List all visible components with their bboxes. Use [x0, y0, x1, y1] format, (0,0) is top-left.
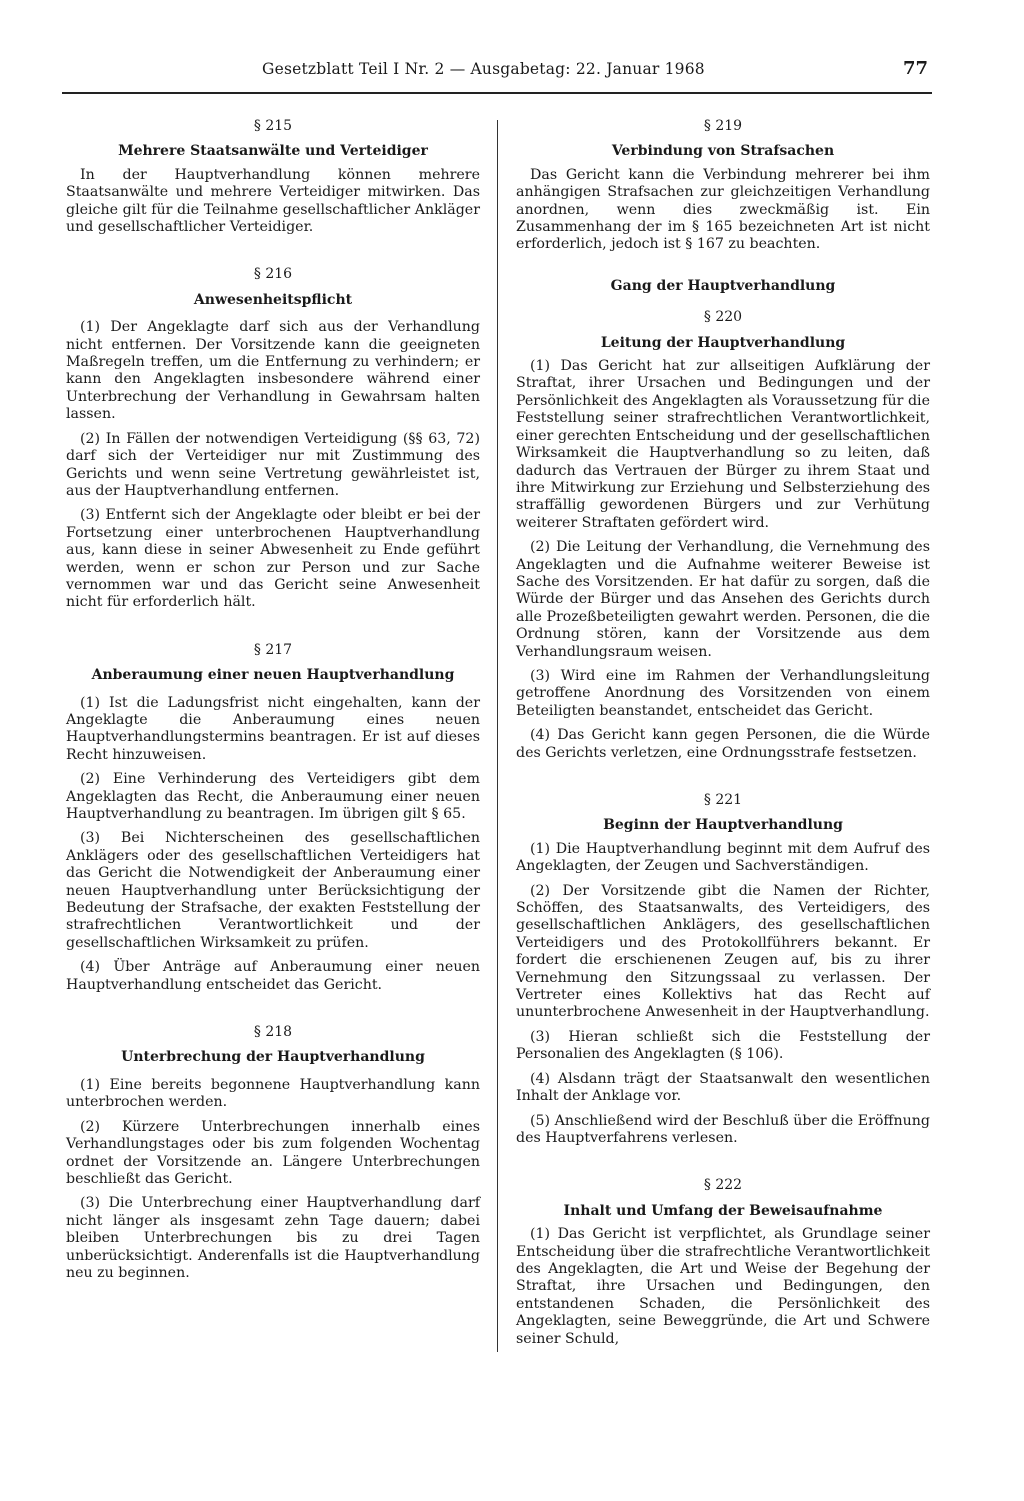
section-number: § 215 — [253, 118, 293, 134]
paragraph: (3) Hieran schließt sich die Feststellung der Personalien des Angeklagten (§ 106). — [516, 1028, 930, 1063]
paragraph: Das Gericht kann die Verbindung mehrerer bei ihm anhängigen Strafsachen zur gleichzeitigen Verhandlung anordnen, wenn dies zweckmäßig ist. Ein Zusammenhang der im § 165 bezeichneten Art ist nicht erforderlich, jedoch ist § 167 zu beachten. — [516, 166, 930, 253]
header-title: Gesetzblatt Teil I Nr. 2 — Ausgabetag: 22. Januar 1968 — [262, 60, 705, 78]
paragraph: (4) Das Gericht kann gegen Personen, die die Würde des Gerichts verletzen, eine Ordnungsstrafe festsetzen. — [516, 727, 930, 761]
paragraph: (1) Ist die Ladungsfrist nicht eingehalten, kann der Angeklagte die Anberaumung eines neuen Hauptverhandlungstermins beantragen. Er ist auf dieses Recht hinzuweisen. — [66, 694, 480, 763]
paragraph: (3) Wird eine im Rahmen der Verhandlungsleitung getroffene Anordnung des Vorsitzenden von einem Beteiligten beanstandet, entscheidet das Gericht. — [516, 667, 930, 719]
paragraph: (4) Über Anträge auf Anberaumung einer neuen Hauptverhandlung entscheidet das Gericht. — [66, 959, 480, 993]
section-number: § 219 — [703, 118, 743, 134]
section-title: Anberaumung einer neuen Hauptverhandlung — [91, 667, 455, 684]
paragraph: (3) Entfernt sich der Angeklagte oder bleibt er bei der Fortsetzung einer unterbrochenen Hauptverhandlung aus, kann diese in seiner Abwesenheit zu Ende geführt werden, wenn er schon zur Person und zur Sache vernommen war und das Gericht seine Anwesenheit nicht für erforderlich hält. — [66, 507, 480, 611]
paragraph: (1) Das Gericht ist verpflichtet, als Grundlage seiner Entscheidung über die strafrechtliche Verantwortlichkeit des Angeklagten, die Art und Weise der Begehung der Straftat, ihre Ursachen und Bedingungen, den entstandenen Schaden, die Persönlichkeit des Angeklagten, seine Beweggründe, die Art und Schwere seiner Schuld, — [516, 1226, 930, 1347]
section-number: § 220 — [703, 309, 743, 326]
paragraph: (2) Die Leitung der Verhandlung, die Vernehmung des Angeklagten und die Aufnahme weiterer Beweise ist Sache des Vorsitzenden. Er hat dafür zu sorgen, daß die Würde der Bürger und das Ansehen des Gerichts durch alle Prozeßbeteiligten gewahrt werden. Personen, die die Ordnung stören, kann der Vorsitzende aus dem Verhandlungsraum weisen. — [516, 539, 930, 660]
section-215 — [66, 118, 480, 236]
column-divider — [497, 120, 498, 1352]
paragraph: (5) Anschließend wird der Beschluß über die Eröffnung des Hauptverfahrens verlesen. — [516, 1112, 930, 1146]
header-rule — [62, 92, 932, 94]
paragraph: (1) Das Gericht hat zur allseitigen Aufklärung der Straftat, ihrer Ursachen und Bedingungen und der Persönlichkeit des Angeklagten als Voraussetzung für die Feststellung seiner strafrechtlichen Verantwortlichkeit, einer gerechten Entscheidung und der gesellschaftlichen Wirksamkeit die Hauptverhandlung so zu leiten, daß dadurch das Vertrauen der Bürger zu ihrem Staat und ihre Mitwirkung zur Erziehung und Selbsterziehung des straffällig gewordenen Bürgers und zur Verhütung weiterer Straftaten gefördert wird. — [516, 358, 930, 531]
section-title: Leitung der Hauptverhandlung — [600, 334, 846, 351]
section-title: Mehrere Staatsanwälte und Verteidiger — [118, 143, 428, 160]
paragraph: (1) Die Hauptverhandlung beginnt mit dem Aufruf des Angeklagten, der Zeugen und Sachverständigen. — [516, 840, 930, 875]
section-number: § 222 — [703, 1177, 743, 1194]
chapter-title: Gang der Hauptverhandlung — [610, 277, 836, 294]
section-title: Inhalt und Umfang der Beweisaufnahme — [563, 1202, 883, 1219]
paragraph: (3) Bei Nichterscheinen des gesellschaftlichen Anklägers oder des gesellschaftlichen Verteidigers hat das Gericht die Notwendigkeit der Anberaumung einer neuen Hauptverhandlung unter Berücksichtigung der Bedeutung der Strafsache, der exakten Feststellung der strafrechtlichen Verantwortlichkeit und der gesellschaftlichen Wirksamkeit zu prüfen. — [66, 830, 480, 951]
section-number: § 218 — [253, 1024, 293, 1041]
page-number: 77 — [902, 58, 928, 79]
section-219 — [516, 118, 930, 254]
paragraph: (1) Der Angeklagte darf sich aus der Verhandlung nicht entfernen. Der Vorsitzende kann die geeigneten Maßregeln treffen, um die Entfernung zu verhindern; er kann den Angeklagten insbesondere während einer Unterbrechung der Verhandlung in Gewahrsam halten lassen. — [66, 319, 480, 423]
left-column — [66, 118, 480, 1289]
section-217 — [66, 642, 480, 994]
section-220 — [516, 309, 930, 762]
section-number: § 217 — [253, 641, 293, 658]
paragraph: (2) In Fällen der notwendigen Verteidigung (§§ 63, 72) darf sich der Verteidiger nur mit Zustimmung des Gerichts und wenn seine Vertretung gewährleistet ist, aus der Hauptverhandlung entfernen. — [66, 430, 480, 499]
section-216 — [66, 266, 480, 611]
paragraph: (1) Eine bereits begonnene Hauptverhandlung kann unterbrochen werden. — [66, 1076, 480, 1111]
section-number: § 216 — [253, 266, 293, 283]
section-221 — [516, 792, 930, 1147]
section-title: Beginn der Hauptverhandlung — [603, 817, 843, 834]
section-title: Unterbrechung der Hauptverhandlung — [121, 1049, 425, 1066]
right-column — [516, 118, 930, 1355]
section-title: Verbindung von Strafsachen — [611, 143, 835, 160]
section-number: § 221 — [703, 792, 743, 808]
section-222 — [516, 1177, 930, 1348]
paragraph: (2) Eine Verhinderung des Verteidigers gibt dem Angeklagten das Recht, die Anberaumung einer neuen Hauptverhandlung zu beantragen. Im übrigen gilt § 65. — [66, 771, 480, 822]
paragraph: In der Hauptverhandlung können mehrere Staatsanwälte und mehrere Verteidiger mitwirken. Das gleiche gilt für die Teilnahme gesellschaftlicher Ankläger und gesellschaftlicher Verteidiger. — [66, 166, 480, 236]
page-header — [62, 56, 932, 86]
paragraph: (3) Die Unterbrechung einer Hauptverhandlung darf nicht länger als insgesamt zehn Tage dauern; dabei bleiben Unterbrechungen bis zu drei Tagen unberücksichtigt. Anderenfalls ist die Hauptverhandlung neu zu beginnen. — [66, 1195, 480, 1281]
section-title: Anwesenheitspflicht — [193, 291, 353, 308]
section-218 — [66, 1024, 480, 1282]
paragraph: (2) Kürzere Unterbrechungen innerhalb eines Verhandlungstages oder bis zum folgenden Wochentag ordnet der Vorsitzende an. Längere Unterbrechungen beschließt das Gericht. — [66, 1118, 480, 1187]
paragraph: (4) Alsdann trägt der Staatsanwalt den wesentlichen Inhalt der Anklage vor. — [516, 1070, 930, 1105]
paragraph: (2) Der Vorsitzende gibt die Namen der Richter, Schöffen, des Staatsanwalts, des Verteidigers, des gesellschaftlichen Anklägers, des gesellschaftlichen Verteidigers und des Protokollführers bekannt. Er fordert die erschienenen Zeugen auf, bis zu ihrer Vernehmung den Sitzungssaal zu verlassen. Der Vertreter eines Kollektivs hat das Recht auf ununterbrochene Anwesenheit in der Hauptverhandlung. — [516, 882, 930, 1021]
